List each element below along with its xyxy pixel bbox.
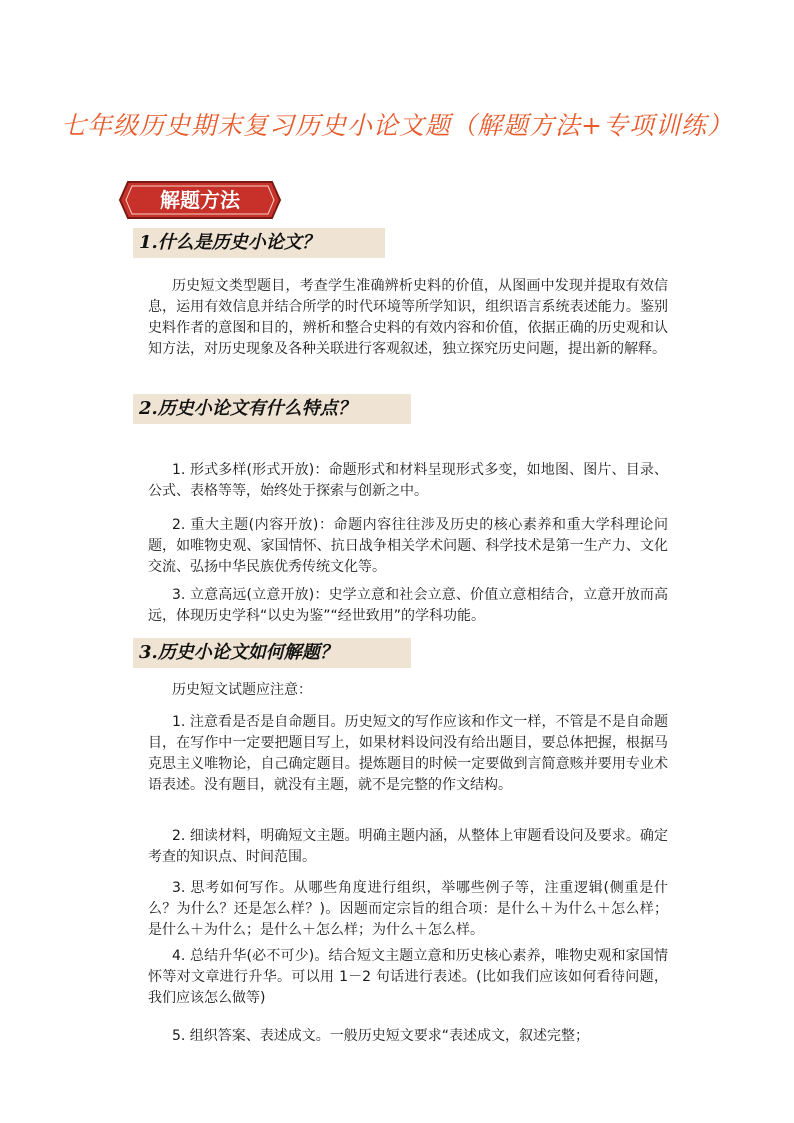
list-item: 4. 总结升华(必不可少)。结合短文主题立意和历史核心素养，唯物史观和家国情怀等对文章进行升华。可以用 1－2 句话进行表述。(比如我们应该如何看待问题，我们应该怎么做等) <box>148 948 668 1006</box>
method-banner-label: 解题方法 <box>160 188 240 212</box>
document-title: 七年级历史期末复习历史小论文题（解题方法+专项训练） <box>61 111 733 140</box>
list-item: 2. 重大主题(内容开放)：命题内容往往涉及历史的核心素养和重大学科理论问题，如唯物史观、家国情怀、抗日战争相关学术问题、科学技术是第一生产力、文化交流、弘扬中华民族优秀传统文化等。 <box>148 517 668 575</box>
method-banner <box>118 180 282 220</box>
list-item: 1. 形式多样(形式开放)：命题形式和材料呈现形式多变，如地图、图片、目录、公式、表格等等，始终处于探索与创新之中。 <box>148 462 668 499</box>
list-item: 3. 立意高远(立意开放)：史学立意和社会立意、价值立意相结合，立意开放而高远，体现历史学科“以史为鉴”“经世致用”的学科功能。 <box>148 587 668 624</box>
section-heading-2: 2.历史小论文有什么特点？ <box>133 394 411 424</box>
list-item: 2. 细读材料，明确短文主题。明确主题内涵，从整体上审题看设问及要求。确定考查的知识点、时间范围。 <box>148 828 668 865</box>
paragraph: 历史短文类型题目，考查学生准确辨析史料的价值，从图画中发现并提取有效信息，运用有效信息并结合所学的时代环境等所学知识，组织语言系统表述能力。鉴别史料作者的意图和目的，辨析和整合史料的有效内容和价值，依据正确的历史观和认知方法，对历史现象及各种关联进行客观叙述，独立探究历史问题，提出新的解释。 <box>148 278 668 357</box>
list-item: 1. 注意看是否是自命题目。历史短文的写作应该和作文一样，不管是不是自命题目，在写作中一定要把题目写上，如果材料设问没有给出题目，要总体把握，根据马克思主义唯物论，自己确定题目。提炼题目的时候一定要做到言简意赅并要用专业术语表述。没有题目，就没有主题，就不是完整的作文结构。 <box>148 714 668 793</box>
paragraph: 历史短文试题应注意： <box>172 682 312 698</box>
section-heading-3: 3.历史小论文如何解题？ <box>133 638 411 668</box>
list-item: 3. 思考如何写作。从哪些角度进行组织，举哪些例子等，注重逻辑(侧重是什么？为什么？还是怎么样？)。因题而定宗旨的组合项：是什么＋为什么＋怎么样；是什么＋为什么；是什么＋怎么样；为什么＋怎么样。 <box>148 880 668 938</box>
section-heading-1: 1.什么是历史小论文？ <box>133 228 385 258</box>
list-item: 5. 组织答案、表述成文。一般历史短文要求“表述成文，叙述完整； <box>172 1028 590 1044</box>
